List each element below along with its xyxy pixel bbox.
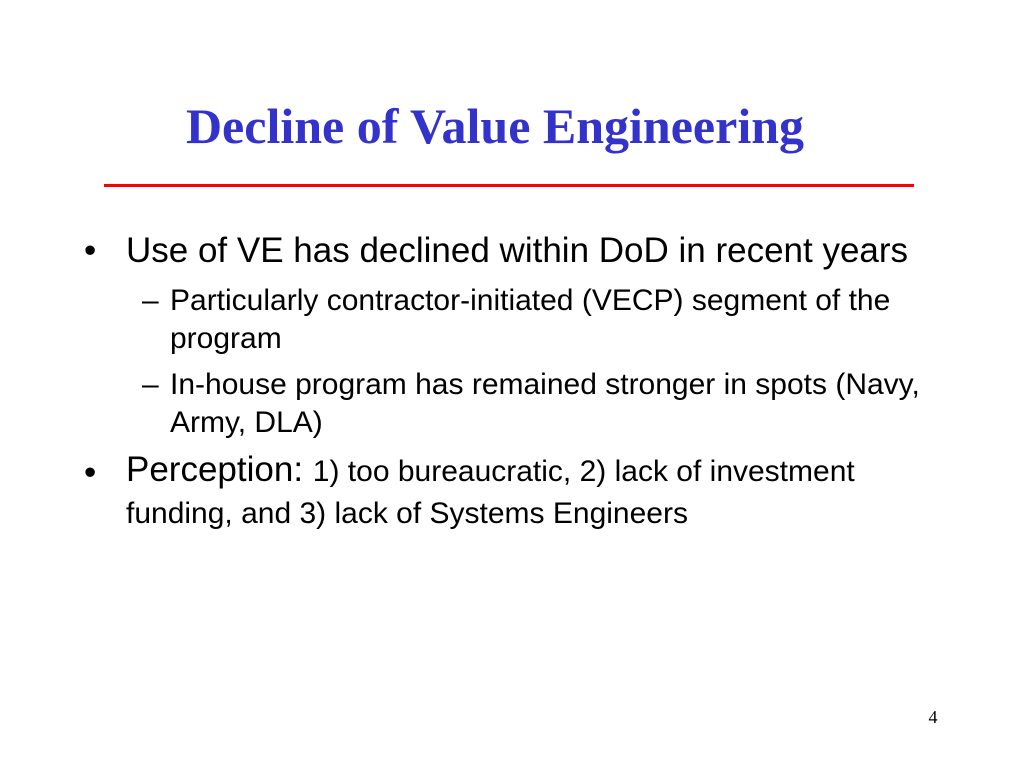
sub-bullet-marker: – <box>142 368 159 401</box>
sub-bullet-text: Particularly contractor-initiated (VECP) segment of the program <box>170 284 891 355</box>
bullet-marker: • <box>84 453 97 492</box>
bullet-text: 1) too bureaucratic, 2) lack of investment funding, and 3) lack of Systems Engineers <box>126 455 855 530</box>
sub-bullet-item <box>142 366 940 442</box>
sub-bullet-text: In-house program has remained stronger in spots (Navy, Army, DLA) <box>170 368 920 439</box>
title-divider <box>104 184 914 187</box>
bullet-text: Use of VE has declined within DoD in recent years <box>126 231 909 270</box>
sub-bullet-item <box>142 282 940 358</box>
page-number: 4 <box>928 707 938 727</box>
bullet-lead-text: Perception: <box>126 450 304 489</box>
bullet-item <box>80 228 940 274</box>
bullet-marker: • <box>84 231 97 270</box>
slide-body <box>80 228 940 542</box>
bullet-item <box>80 450 940 534</box>
sub-bullet-marker: – <box>142 284 159 317</box>
slide-title: Decline of Value Engineering <box>185 98 805 154</box>
